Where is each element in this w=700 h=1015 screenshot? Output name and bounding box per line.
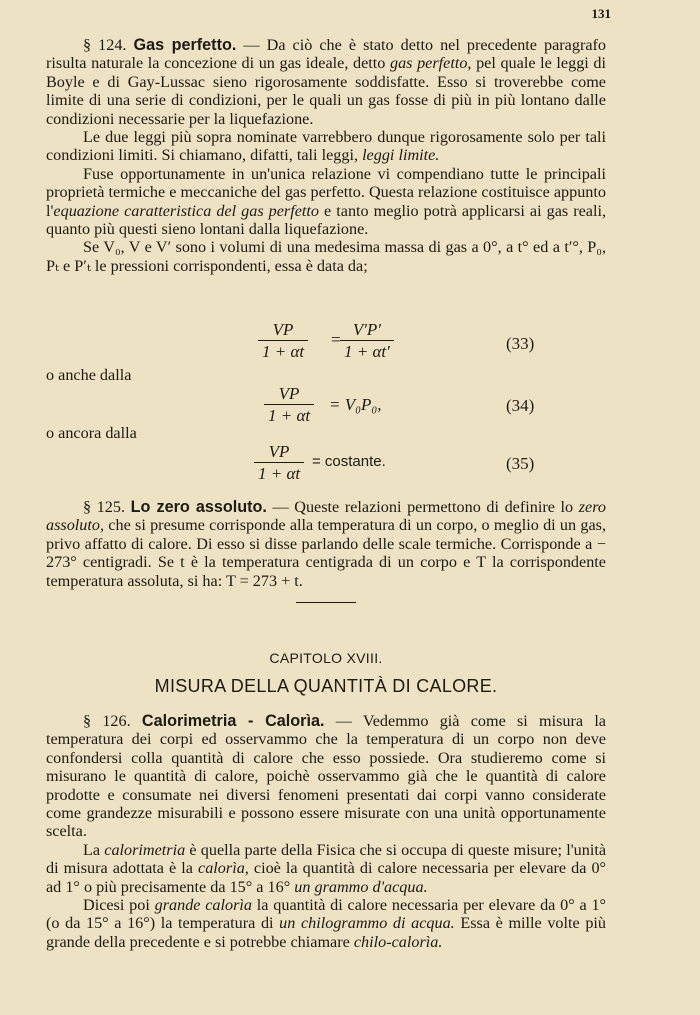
fraction: $\frac{V'P'}{1 + \alpha t'}$ <box>340 320 394 363</box>
paragraph-125: § 125. Lo zero assoluto. — Queste relazioni permettono di definire lo zero assoluto, che si presume corrisponde alla temperatura di un corpo, o meglio di un gas, privo affatto di calore. Di esso si disse parlando delle scale termiche. Corrisponde a − 273° centigradi. Se t è la temperatura centigrada di un corpo e T la corrispondente temperatura assoluta, si ha: T = 273 + t. <box>46 498 607 590</box>
page-number: 131 <box>591 6 611 21</box>
section-125 <box>46 498 606 603</box>
divider <box>296 602 356 603</box>
equation-label: (35) <box>506 454 535 473</box>
section-heading: Calorimetria - Calorìa. <box>141 712 325 730</box>
paragraph-126-2: La calorimetria è quella parte della Fisica che si occupa di queste misure; l'unità di misura adottata è la calorìa, cioè la quantità di calore necessaria per elevare da 0° ad 1° o più precisamente da 15° a 16° un grammo d'acqua. <box>46 840 607 896</box>
chapter-title: MISURA DELLA QUANTITÀ DI CALORE. <box>154 676 498 696</box>
section-126 <box>46 712 606 951</box>
paragraph-126-3: Dicesi poi grande calorìa la quantità di calore necessaria per elevare da 0° a 1° (o da 15° a 16°) la temperatura di un chilogrammo di acqua. Essa è mille volte più grande della precedente e si potrebbe chiamare chilo-calorìa. <box>46 896 607 951</box>
section-number: § 126. <box>83 712 131 730</box>
equation-33: $\frac{VP}{1 + \alpha t}$ = $\frac{V'P'}{1 + \alpha t'}$ (33) <box>46 320 606 372</box>
paragraph-126-1: § 126. Calorimetria - Calorìa. — Vedemmo già come si misura la temperatura dei corpi ed osservammo che la temperatura di un corpo non deve confondersi colla quantità di calore che esso possiede. Ora studieremo come si misurano le quantità di calore, poichè osservammo già che le quantità di calore prodotte e consumate nei diversi fenomeni presentati dai corpi vanno considerate come grandezze misurabili e possono essere misurate con una unità opportunamente scelta. <box>46 712 606 841</box>
section-number: § 124. <box>83 36 127 54</box>
paragraph-124-3: Fuse opportunamente in un'unica relazione vi compendiano tutte le principali proprietà termiche e meccaniche del gas perfetto. Questa relazione costituisce appunto l'equazione caratteristica del gas perfetto e tanto meglio potrà applicarsi ai gas reali, quanto più questi sieno lontani dalla liquefazione. <box>46 164 607 239</box>
paragraph-124-2: Le due leggi più sopra nominate varrebbero dunque rigorosamente solo per tali condizioni limiti. Si chiamano, difatti, tali leggi, leggi limite. <box>46 128 606 165</box>
equation-label: (33) <box>506 334 535 353</box>
section-number: § 125. <box>83 498 126 516</box>
equations-block <box>46 320 606 490</box>
equation-label: (34) <box>506 396 535 415</box>
equation-34: o anche dalla $\frac{VP}{1 + \alpha t}$ = V₀P₀, (34) <box>46 366 535 425</box>
section-124 <box>46 36 606 275</box>
fraction: $\frac{VP}{1 + \alpha t}$ <box>254 442 304 485</box>
fraction: $\frac{VP}{1 + \alpha t}$ <box>258 320 308 363</box>
section-heading: Lo zero assoluto. <box>130 498 267 516</box>
fraction: $\frac{VP}{1 + \alpha t}$ <box>264 384 314 427</box>
chapter-label: CAPITOLO XVIII. <box>269 650 383 666</box>
section-heading: Gas perfetto. <box>133 36 237 54</box>
chapter-header <box>46 650 606 697</box>
paragraph-124-1: § 124. Gas perfetto. — Da ciò che è stato detto nel precedente paragrafo risulta naturale la concezione di un gas ideale, detto gas perfetto, pel quale le leggi di Boyle e di Gay-Lussac sieno rigorosamente soddisfatte. Esso si troverebbe come limite di una serie di condizioni, per le quali un gas fosse di più in più lontano dalle condizioni necessarie per la liquefazione. <box>46 36 607 128</box>
equation-35: o ancora dalla $\frac{VP}{1 + \alpha t}$ = costante. (35) <box>46 424 535 483</box>
paragraph-124-4: Se V₀, V e V′ sono i volumi di una medesima massa di gas a 0°, a t° ed a t′°, P₀, Pₜ e P′ₜ le pressioni corrispondenti, essa è data da; <box>46 238 606 275</box>
